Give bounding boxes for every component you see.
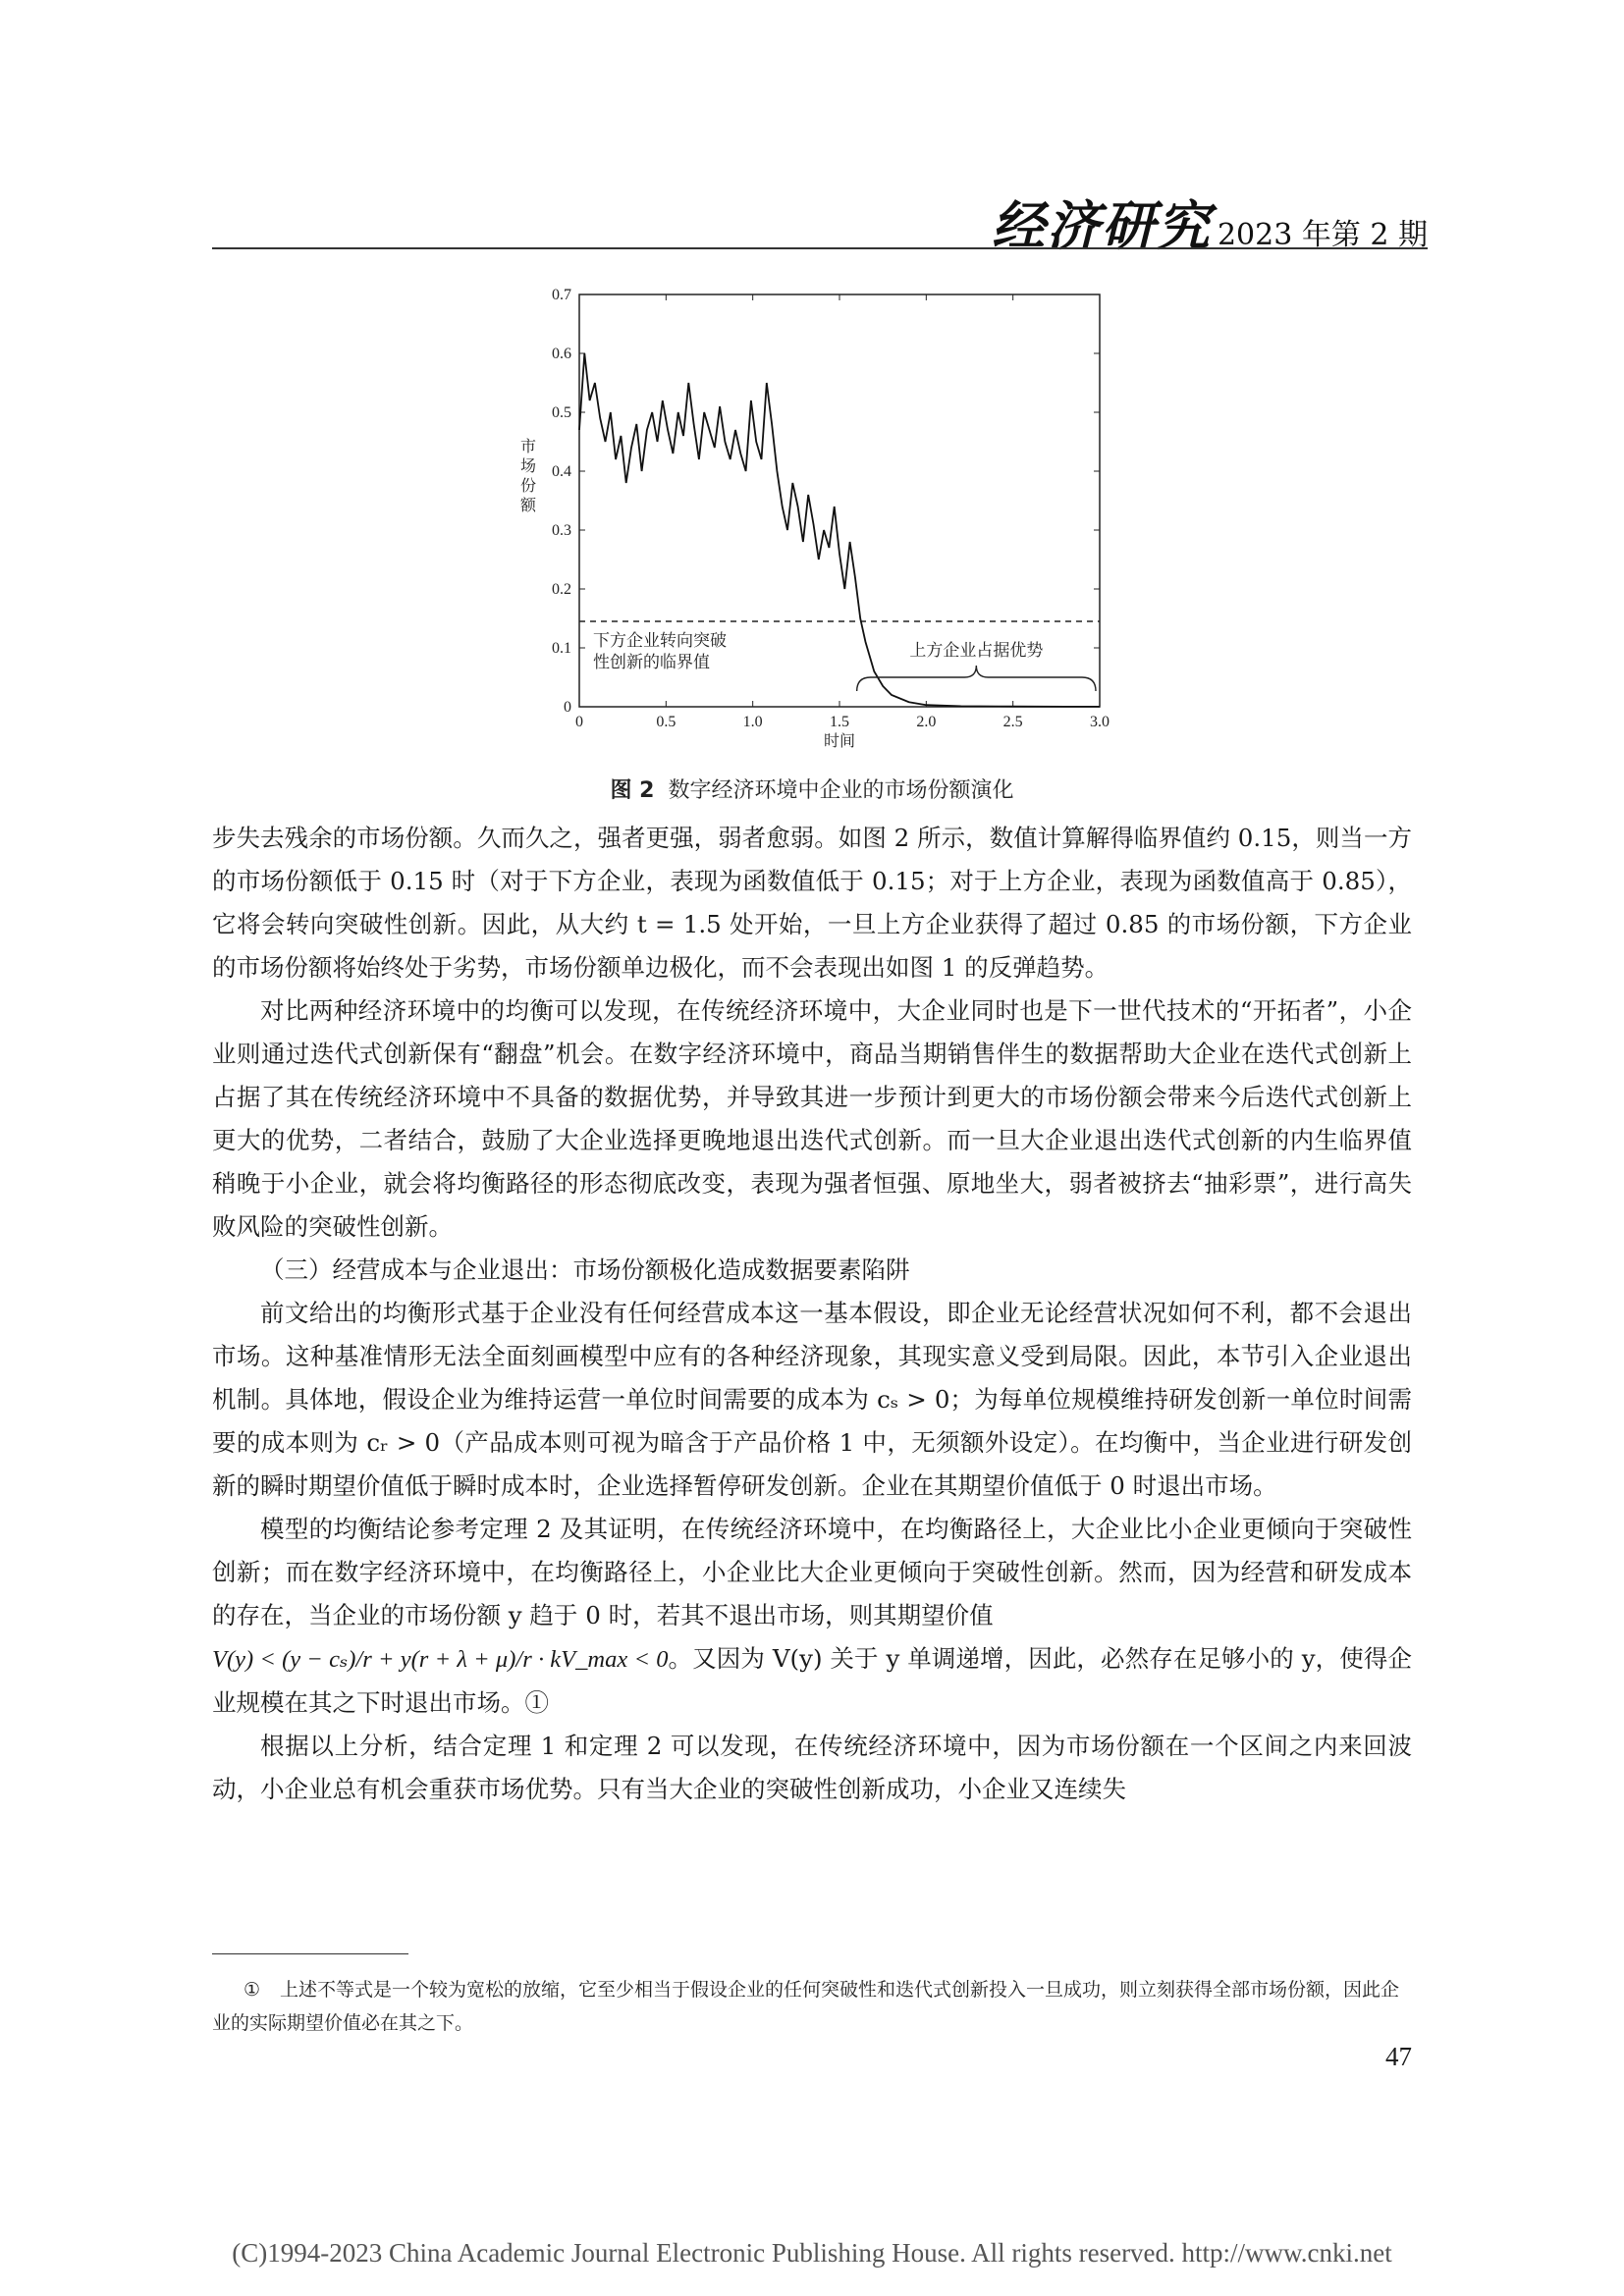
body-text [212,817,1412,1811]
x-tick-label: 1.5 [830,714,849,730]
y-tick-label: 0.3 [552,522,571,539]
page-number: 47 [1385,2042,1412,2071]
paragraph-2: 对比两种经济环境中的均衡可以发现，在传统经济环境中，大企业同时也是下一世代技术的“开拓者”，小企业则通过迭代式创新保有“翻盘”机会。在数字经济环境中，商品当期销售伴生的数据帮助大企业在迭代式创新上占据了其在传统经济环境中不具备的数据优势，并导致其进一步预计到更大的市场份额会带来今后迭代式创新上更大的优势，二者结合，鼓励了大企业选择更晚地退出迭代式创新。而一旦大企业退出迭代式创新的内生临界值稍晚于小企业，就会将均衡路径的形态彻底改变，表现为强者恒强、原地坐大，弱者被挤去“抽彩票”，进行高失败风险的突破性创新。 [212,996,1412,1241]
advantage-annotation: 上方企业占据优势 [909,641,1044,661]
figure-2-chart [511,275,1139,766]
footnote-rule [212,1953,408,1954]
y-tick-label: 0.2 [552,581,571,598]
paragraph-4-text: 模型的均衡结论参考定理 2 及其证明，在传统经济环境中，在均衡路径上，大企业比小企业更倾向于突破性创新；而在数字经济环境中，在均衡路径上，小企业比大企业更倾向于突破性创新。然而，因为经营和研发成本的存在，当企业的市场份额 y 趋于 0 时，若其不退出市场，则其期望价值 [212,1515,1412,1629]
paragraph-4 [212,1508,1412,1725]
y-axis-label-char: 份 [519,476,537,495]
paragraph-3: 前文给出的均衡形式基于企业没有任何经营成本这一基本假设，即企业无论经营状况如何不利，都不会退出市场。这种基准情形无法全面刻画模型中应有的各种经济现象，其现实意义受到局限。因此，本节引入企业退出机制。具体地，假设企业为维持运营一单位时间需要的成本为 cₛ > 0；为每单位规模维持研发创新一单位时间需要的成本则为 cᵣ > 0（产品成本则可视为暗含于产品价格 1 中，无须额外设定）。在均衡中，当企业进行研发创新的瞬时期望价值低于瞬时成本时，企业选择暂停研发创新。企业在其期望价值低于 0 时退出市场。 [212,1299,1412,1500]
advantage-brace [857,666,1096,691]
x-tick-label: 0 [575,714,583,730]
paragraph-1: 步失去残余的市场份额。久而久之，强者更强，弱者愈弱。如图 2 所示，数值计算解得临界值约 0.15，则当一方的市场份额低于 0.15 时（对于下方企业，表现为函数值低于 0.15；对于上方企业，表现为函数值高于 0.85），它将会转向突破性创新。因此，从大约 t = 1.5 处开始，一旦上方企业获得了超过 0.85 的市场份额，下方企业的市场份额将始终处于劣势，市场份额单边极化，而不会表现出如图 1 的反弹趋势。 [212,824,1412,982]
y-axis-label-char: 额 [519,496,537,514]
y-axis-label-char: 场 [519,456,537,475]
x-axis-label: 时间 [823,731,856,750]
threshold-annotation: 性创新的临界值 [593,653,710,672]
y-tick-label: 0.6 [552,346,571,362]
journal-header [991,185,1428,257]
x-tick-label: 2.0 [916,714,937,730]
x-tick-label: 1.0 [742,714,763,730]
caption-label: 图 2 [610,778,655,803]
figure-caption [0,774,1624,804]
paragraph-5: 根据以上分析，结合定理 1 和定理 2 可以发现，在传统经济环境中，因为市场份额在一个区间之内来回波动，小企业总有机会重获市场优势。只有当大企业的突破性创新成功，小企业又连续失 [212,1732,1412,1803]
y-tick-label: 0.1 [552,640,571,657]
x-tick-label: 2.5 [1002,714,1023,730]
copyright-notice: (C)1994-2023 China Academic Journal Electronic Publishing House. All rights reserved. http://www.cnki.net [232,2238,1392,2268]
header-rule [212,247,1428,249]
paragraph-4-rest: 。又因为 V(y) 关于 y 单调递增，因此，必然存在足够小的 y，使得企业规模在其之下时退出市场。① [212,1644,1412,1717]
journal-name: 经济研究 [991,194,1212,257]
inequality-formula: V(y) < (y − cₛ)/r + y(r + λ + μ)/r · kV_max < 0 [212,1646,669,1673]
y-tick-label: 0.7 [552,287,571,303]
footnote-text: 上述不等式是一个较为宽松的放缩，它至少相当于假设企业的任何突破性和迭代式创新投入一旦成功，则立刻获得全部市场份额，因此企业的实际期望价值必在其之下。 [212,1979,1400,2034]
footnote [212,1973,1412,2040]
x-tick-label: 0.5 [656,714,677,730]
issue-number: 2023 年第 2 期 [1217,218,1428,252]
y-tick-label: 0 [564,699,571,716]
footnote-mark: ① [244,1979,261,2001]
section-heading: （三）经营成本与企业退出：市场份额极化造成数据要素陷阱 [260,1255,910,1284]
y-tick-label: 0.5 [552,404,571,421]
y-axis-label-char: 市 [519,437,537,455]
x-tick-label: 3.0 [1090,714,1110,730]
caption-text: 数字经济环境中企业的市场份额演化 [668,778,1014,803]
threshold-annotation: 下方企业转向突破 [593,631,727,651]
y-tick-label: 0.4 [552,463,571,480]
